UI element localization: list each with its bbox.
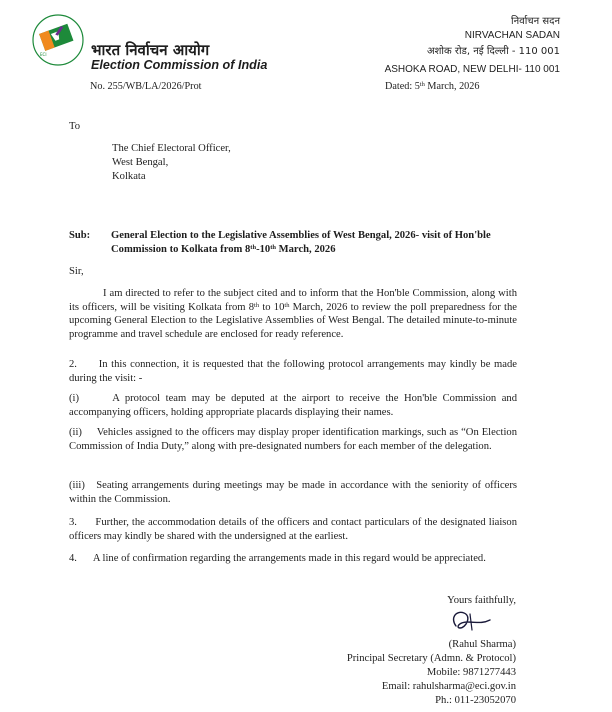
address-hindi-line2: अशोक रोड, नई दिल्ली - 110 001 xyxy=(426,46,560,57)
logo-caption: ECI xyxy=(40,52,47,57)
org-name-english: Election Commission of India xyxy=(91,58,268,72)
salutation: Sir, xyxy=(69,266,84,277)
reference-number: No. 255/WB/LA/2026/Prot xyxy=(90,81,202,92)
signatory-designation: Principal Secretary (Admn. & Protocol) xyxy=(346,653,516,664)
address-english-line2: ASHOKA ROAD, NEW DELHI- 110 001 xyxy=(384,64,560,75)
subject-text: General Election to the Legislative Assemblies of West Bengal, 2026- visit of Hon'ble Commission to Kolkata from 8th-10th March, 2026 xyxy=(111,230,491,255)
address-hindi-line1: निर्वाचन सदन xyxy=(511,16,560,27)
paragraph-1: I am directed to refer to the subject cited and to inform that the Hon'ble Commission, along with its officers, will be visiting Kolkata from 8th to 10th March, 2026 to review the poll preparedness for the upcoming General Election to the Legislative Assemblies of West Bengal. The detailed minute-to-minute programme and travel schedule are enclosed for ready reference. xyxy=(69,288,517,340)
paragraph-4: 4. A line of confirmation regarding the arrangements made in this regard would be appreciated. xyxy=(69,553,486,564)
arrangement-item-1: (i) A protocol team may be deputed at the airport to receive the Hon'ble Commission and accompanying officers, holding appropriate placards displaying their names. xyxy=(69,393,517,418)
addressee-line1: The Chief Electoral Officer, xyxy=(112,143,231,154)
signatory-email: Email: rahulsharma@eci.gov.in xyxy=(381,681,516,692)
arrangement-item-2: (ii) Vehicles assigned to the officers may display proper identification markings, such as “On Election Commission of India Duty,” along with pre-designated numbers for each member of the delegation. xyxy=(69,427,517,452)
addressee-line3: Kolkata xyxy=(112,171,146,182)
arrangement-item-3: (iii) Seating arrangements during meetings may be made in accordance with the seniority of officers within the Commission. xyxy=(69,480,517,505)
address-english-line1: NIRVACHAN SADAN xyxy=(464,30,560,41)
signatory-mobile: Mobile: 9871277443 xyxy=(426,667,516,678)
closing: Yours faithfully, xyxy=(447,595,516,606)
eci-logo-image xyxy=(30,12,86,68)
to-label: To xyxy=(69,121,81,132)
signatory-name: (Rahul Sharma) xyxy=(448,639,516,650)
signature-scribble xyxy=(446,608,496,634)
org-name-hindi: भारत निर्वाचन आयोग xyxy=(91,41,210,59)
paragraph-3: 3. Further, the accommodation details of the officers and contact particulars of the designated liaison officers may kindly be shared with the undersigned at the earliest. xyxy=(69,517,517,542)
letter-date: Dated: 5th March, 2026 xyxy=(385,81,480,92)
signatory-phone: Ph.: 011-23052070 xyxy=(435,695,516,706)
addressee-line2: West Bengal, xyxy=(112,157,169,168)
paragraph-2: 2. In this connection, it is requested that the following protocol arrangements may kindly be made during the visit: - xyxy=(69,359,517,384)
subject-label: Sub: xyxy=(69,230,91,241)
